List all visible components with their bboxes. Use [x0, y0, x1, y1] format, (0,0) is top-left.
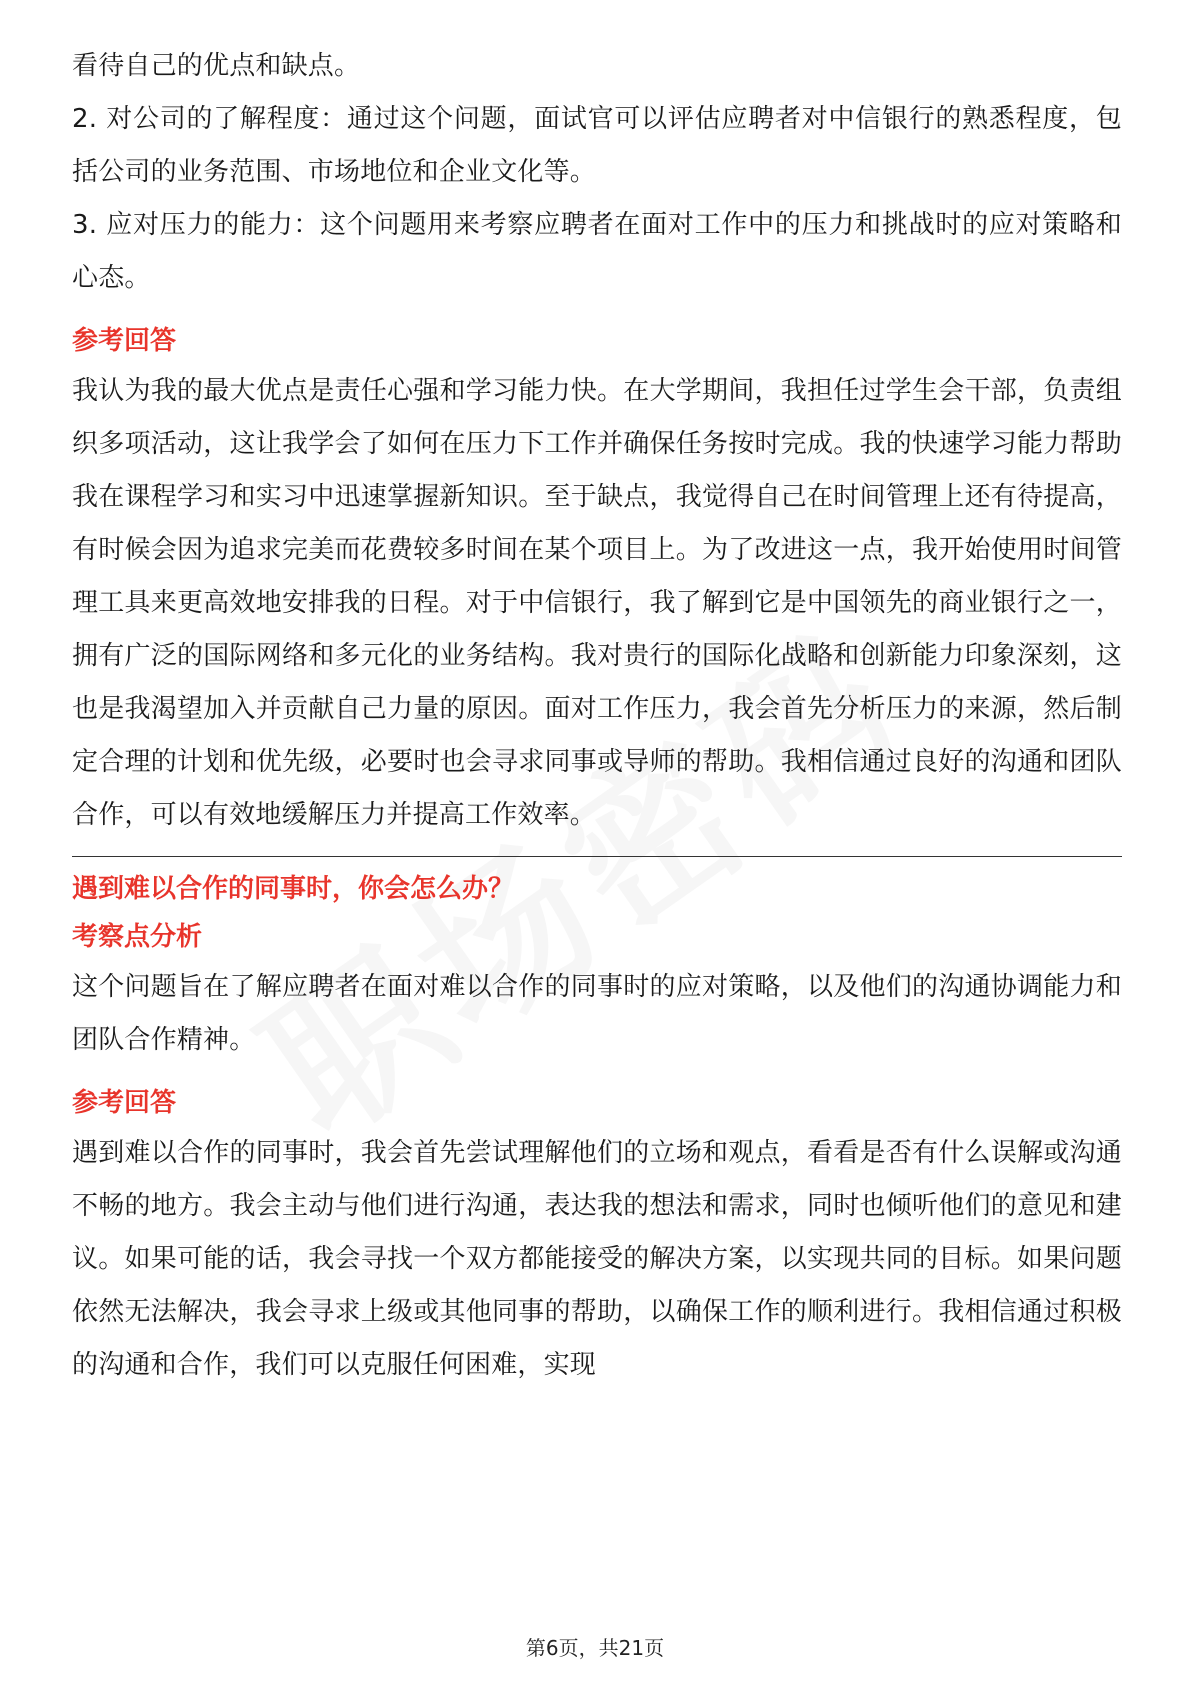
section-divider [72, 856, 1122, 857]
section2-analysis-paragraph: 这个问题旨在了解应聘者在面对难以合作的同事时的应对策略，以及他们的沟通协调能力和团队合作精神。 [72, 972, 1122, 1055]
section2-answer-heading: 参考回答 [72, 1088, 177, 1118]
page-content [72, 40, 1122, 1392]
section1-answer-heading: 参考回答 [72, 326, 177, 356]
intro-tail-paragraph: 看待自己的优点和缺点。 [72, 51, 361, 81]
point-2-paragraph: 2. 对公司的了解程度：通过这个问题，面试官可以评估应聘者对中信银行的熟悉程度，包括公司的业务范围、市场地位和企业文化等。 [72, 104, 1122, 187]
page-footer: 第6页，共21页 [525, 1636, 665, 1660]
section2-question-heading: 遇到难以合作的同事时，你会怎么办？ [72, 874, 515, 904]
section1-answer-paragraph: 我认为我的最大优点是责任心强和学习能力快。在大学期间，我担任过学生会干部，负责组织多项活动，这让我学会了如何在压力下工作并确保任务按时完成。我的快速学习能力帮助我在课程学习和实习中迅速掌握新知识。至于缺点，我觉得自己在时间管理上还有待提高，有时候会因为追求完美而花费较多时间在某个项目上。为了改进这一点，我开始使用时间管理工具来更高效地安排我的日程。对于中信银行，我了解到它是中国领先的商业银行之一，拥有广泛的国际网络和多元化的业务结构。我对贵行的国际化战略和创新能力印象深刻，这也是我渴望加入并贡献自己力量的原因。面对工作压力，我会首先分析压力的来源，然后制定合理的计划和优先级，必要时也会寻求同事或导师的帮助。我相信通过良好的沟通和团队合作，可以有效地缓解压力并提高工作效率。 [72, 376, 1122, 830]
section2-answer-paragraph: 遇到难以合作的同事时，我会首先尝试理解他们的立场和观点，看看是否有什么误解或沟通不畅的地方。我会主动与他们进行沟通，表达我的想法和需求，同时也倾听他们的意见和建议。如果可能的话，我会寻找一个双方都能接受的解决方案，以实现共同的目标。如果问题依然无法解决，我会寻求上级或其他同事的帮助，以确保工作的顺利进行。我相信通过积极的沟通和合作，我们可以克服任何困难，实现 [72, 1138, 1122, 1380]
section2-analysis-heading: 考察点分析 [72, 922, 203, 952]
point-3-paragraph: 3. 应对压力的能力：这个问题用来考察应聘者在面对工作中的压力和挑战时的应对策略和心态。 [72, 210, 1122, 293]
